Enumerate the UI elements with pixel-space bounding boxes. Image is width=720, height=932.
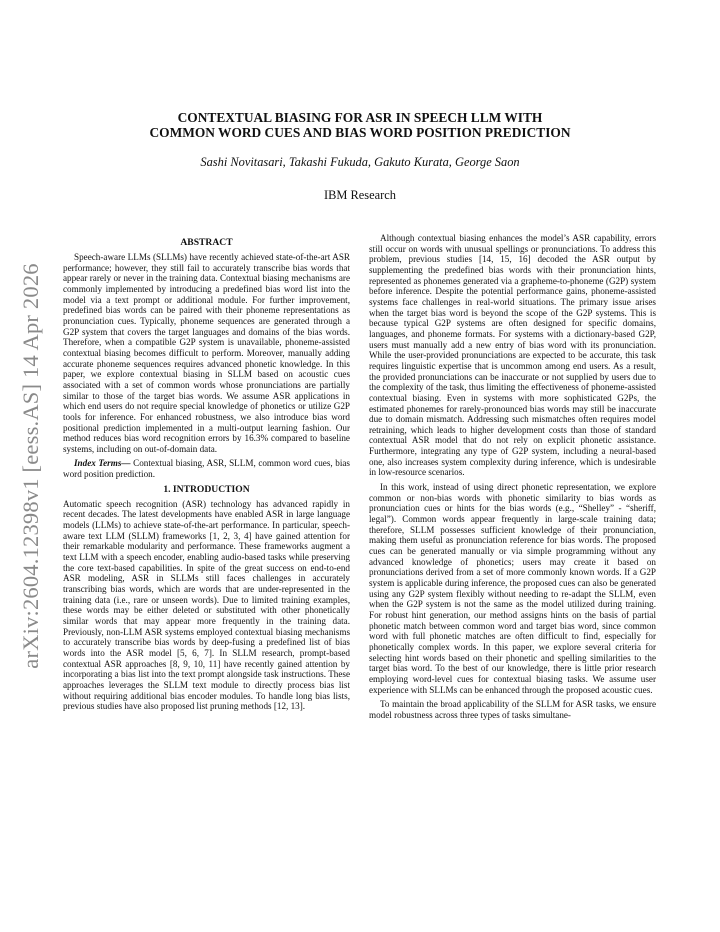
index-terms-text: Contextual biasing, ASR, SLLM, common word cues, bias word position prediction. <box>63 458 350 480</box>
intro-paragraph-4: To maintain the broad applicability of the SLLM for ASR tasks, we ensure model robustness across three types of tasks simultane- <box>369 699 656 720</box>
title-line-2: COMMON WORD CUES AND BIAS WORD POSITION PREDICTION <box>149 125 571 140</box>
intro-paragraph-1: Automatic speech recognition (ASR) technology has advanced rapidly in recent decades. The latest developments have enabled ASR in large language models (LLMs) to achieve state-of-the-art performance. In particular, speech-aware text LLM (SLLM) frameworks [1, 2, 3, 4] have gained attention for their remarkable modularity and performance. These frameworks augment a text LLM with a speech encoder, enabling audio-based tasks while preserving the core text-based capabilities. In spite of the great success on end-to-end ASR modeling, ASR in SLLMs still faces challenges in accurately transcribing bias words, which are words that are under-represented in the training data (i.e., rare or unseen words). Due to limited training examples, these words may be either deleted or substituted with other phonetically similar words that may appear more frequently in the training data. Previously, non-LLM ASR systems employed contextual biasing mechanisms to accurately transcribe bias words by deep-fusing a predefined list of bias words into the ASR model [5, 6, 7]. In SLLM research, prompt-based contextual ASR approaches [8, 9, 10, 11] have recently gained attention by incorporating a bias list into the text prompt alongside task instructions. These approaches leverages the SLLM text module to directly process bias list without requiring additional bias encoder modules. To handle long bias lists, previous studies have also proposed list pruning methods [12, 13]. <box>63 498 350 712</box>
index-terms-label: Index Terms— <box>74 458 131 469</box>
right-column <box>369 233 656 725</box>
intro-paragraph-2: Although contextual biasing enhances the model’s ASR capability, errors still occur on words with unusual spellings or pronunciations. To address this problem, previous studies [14, 15, 16] decoded the ASR output by supplementing the predefined bias words with their pronunciation hints, represented as phonemes generated via a grapheme-to-phoneme (G2P) system before inference. Despite the potential performance gains, phoneme-assisted systems face challenges in real-world situations. The primary issue arises when the target bias word is beyond the scope of the G2P systems. This is because typical G2P systems are often designed for specific domains, languages, and phoneme formats. For systems with a dictionary-based G2P, users must manually add a new entry of bias word with its pronunciation. While the user-provided pronunciations are expected to be accurate, this task requires linguistic expertise that is uncommon among end users. As a result, the provided pronunciations can be inaccurate or not supplied by users due to the complexity of the task, thus limiting the effectiveness of phoneme-assisted contextual biasing. Even in systems with more sophisticated G2Ps, the estimated phonemes for rarely-pronounced bias words may still be inaccurate due to domain mismatch. Addressing such mismatches often requires model retraining, which leads to higher development costs than those of standard contextual ASR model that do not rely on explicit phonetic assistance. Furthermore, integrating any type of G2P system, including a neural-based one, also increases system complexity during inference, which is undesirable in low-resource scenarios. <box>369 233 656 478</box>
abstract-text: Speech-aware LLMs (SLLMs) have recently achieved state-of-the-art ASR performance; however, they still fail to accurately transcribe bias words that appear rarely or never in the training data. Contextual biasing mechanisms are commonly implemented by introducing a predefined bias word list into the model via a text prompt or additional module. For further improvement, predefined bias words can be paired with their phoneme representations as pronunciation cues. Typically, phoneme sequences are generated through a G2P system that covers the target languages and domains of the bias words. Therefore, when a compatible G2P system is unavailable, phoneme-assisted contextual biasing becomes difficult to perform. Moreover, manually adding accurate phoneme sequences requires advanced phonetic knowledge. In this paper, we explore contextual biasing in SLLM based on acoustic cues associated with a set of common words whose pronunciations are partially similar to those of the target bias words. We assume ASR applications in which end users do not require special knowledge of phonetics or utilize G2P tools for inference. For enhanced robustness, we also introduce bias word positional prediction implemented in a multi-output learning fashion. Our method reduces bias word recognition errors by 16.3% compared to baseline systems, including on out-of-domain data. <box>63 252 350 454</box>
paper-title <box>60 110 660 140</box>
title-line-1: CONTEXTUAL BIASING FOR ASR IN SPEECH LLM WITH <box>177 110 543 125</box>
abstract-heading: ABSTRACT <box>180 237 233 248</box>
arxiv-side-identifier <box>0 0 50 932</box>
affiliation: IBM Research <box>324 188 396 202</box>
author-list: Sashi Novitasari, Takashi Fukuda, Gakuto Kurata, George Saon <box>200 155 520 169</box>
intro-paragraph-3: In this work, instead of using direct phonetic representation, we explore common or non-bias words with phonetic similarity to bias words as pronunciation cues or hints for the bias words (e.g., “Shelley” - “sheriff, legal”). Common words appear frequently in large-scale training data; therefore, SLLM possesses sufficient knowledge of their pronunciation, making them useful as pronunciation reference for bias words. The proposed cues can be generated manually or via simple programming without any advanced knowledge of phonetics; users may create it based on pronunciations derived from a set of more commonly known words. If a G2P system is applicable during inference, the proposed cues can also be generated using any G2P system flexibly without needing to re-adapt the SLLM, even when the G2P system is not the same as the model utilized during training. For robust hint generation, our method assigns hints on the basis of partial phonetic match between common word and target bias word, since common word with full phonetic matches are often difficult to find, especially for phonetically complex words. In this paper, we explore several criteria for selecting hint words based on their phonetic and spelling similarities to the target bias word. To the best of our knowledge, there is little prior research employing word-level cues for contextual biasing tasks. We assume user experience with SLLMs can be enhanced through the proposed acoustic cues. <box>369 482 656 695</box>
intro-heading: 1. INTRODUCTION <box>163 483 250 495</box>
left-column <box>63 233 350 716</box>
index-terms <box>63 458 350 479</box>
arxiv-id-text: arXiv:2604.12398v1 [eess.AS] 14 Apr 2026 <box>18 263 43 669</box>
